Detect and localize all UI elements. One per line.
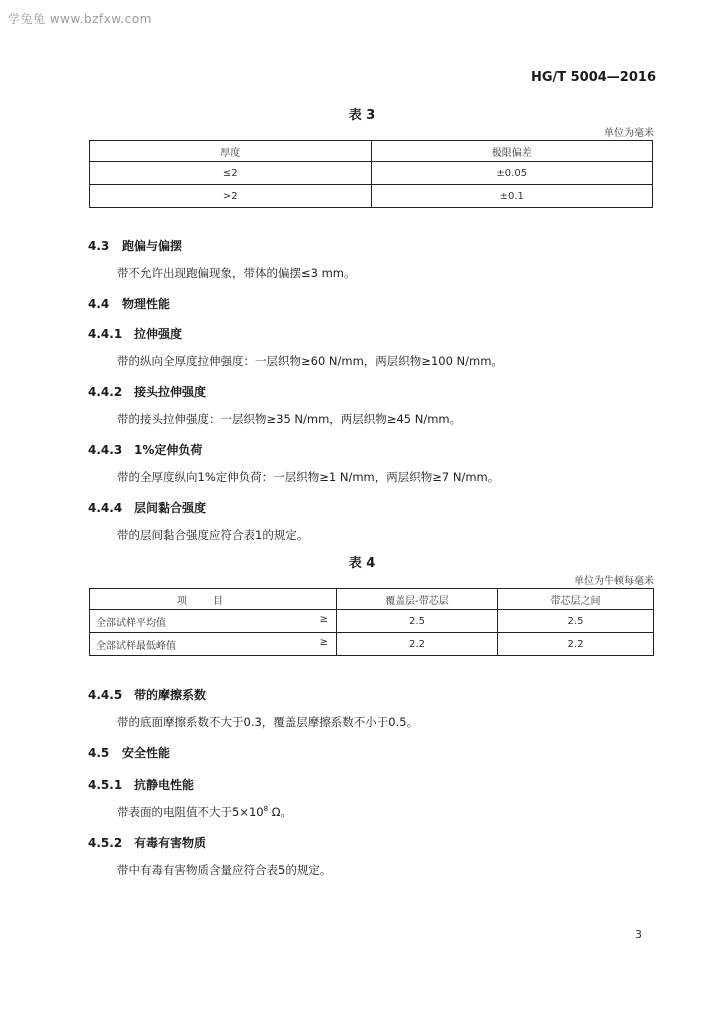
section-text: 带的全厚度纵向1%定伸负荷：一层织物≥1 N/mm，两层织物≥7 N/mm。 [117, 470, 500, 484]
table3-deviation: ±0.1 [371, 185, 653, 208]
section-heading: 4.4.5 带的摩擦系数 [88, 688, 207, 702]
section-text: 带不允许出现跑偏现象，带体的偏摆≤3 mm。 [117, 266, 356, 280]
section-text: 带中有毒有害物质含量应符合表5的规定。 [117, 863, 332, 877]
table4-header-cover-core: 覆盖层-带芯层 [337, 589, 498, 610]
table-row [90, 610, 654, 633]
table4-value-cover-core: 2.5 [337, 610, 498, 633]
table4-header-item: 项目 [90, 589, 337, 610]
table3-caption: 表 3 [348, 108, 376, 123]
standard-code: HG/T 5004—2016 [530, 70, 656, 85]
table3-deviation: ±0.05 [371, 162, 653, 185]
section-heading: 4.3 跑偏与偏摆 [88, 239, 183, 253]
table-row [90, 162, 653, 185]
section-heading: 4.4 物理性能 [88, 297, 171, 311]
section-heading: 4.5.2 有毒有害物质 [88, 836, 207, 850]
table4 [89, 588, 654, 656]
section-heading: 4.4.3 1%定伸负荷 [88, 443, 203, 457]
section-heading: 4.5.1 抗静电性能 [88, 778, 195, 792]
table3 [89, 140, 653, 208]
table3-header-deviation: 极限偏差 [371, 141, 653, 162]
section-text: 带的层间黏合强度应符合表1的规定。 [117, 528, 309, 542]
table4-value-cover-core: 2.2 [337, 633, 498, 656]
table4-caption: 表 4 [348, 556, 376, 571]
section-text: 带的纵向全厚度拉伸强度：一层织物≥60 N/mm，两层织物≥100 N/mm。 [117, 354, 503, 368]
table4-item: 全部试样平均值 ≥ [90, 610, 337, 633]
table3-header-thickness: 厚度 [90, 141, 372, 162]
table3-unit: 单位为毫米 [604, 128, 654, 139]
section-heading: 4.4.2 接头拉伸强度 [88, 385, 207, 399]
watermark: 学兔兔 www.bzfxw.com [8, 12, 152, 26]
section-text: 带表面的电阻值不大于$5\times 10^8$ Ω。 [117, 805, 293, 819]
page-number: 3 [635, 928, 642, 941]
section-heading: 4.4.1 拉伸强度 [88, 327, 183, 341]
table-row [90, 633, 654, 656]
table4-value-between-cores: 2.5 [498, 610, 654, 633]
table-row [90, 185, 653, 208]
table3-thickness: >2 [90, 185, 372, 208]
section-text: 带的底面摩擦系数不大于0.3，覆盖层摩擦系数不小于0.5。 [117, 715, 419, 729]
section-heading: 4.4.4 层间黏合强度 [88, 501, 207, 515]
table4-item: 全部试样最低峰值 ≥ [90, 633, 337, 656]
table4-value-between-cores: 2.2 [498, 633, 654, 656]
section-text: 带的接头拉伸强度：一层织物≥35 N/mm，两层织物≥45 N/mm。 [117, 412, 462, 426]
table4-header-between-cores: 带芯层之间 [498, 589, 654, 610]
table3-thickness: ≤2 [90, 162, 372, 185]
table4-unit: 单位为牛顿每毫米 [574, 576, 654, 587]
section-heading: 4.5 安全性能 [88, 746, 171, 760]
